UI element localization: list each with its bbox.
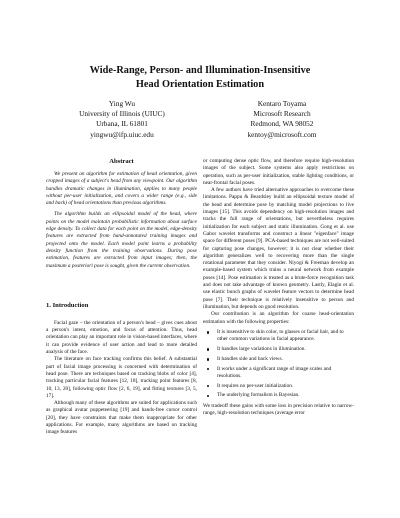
author-affiliation: University of Illinois (UIUC) bbox=[79, 109, 165, 119]
list-item: It handles large variations in illumination. bbox=[213, 346, 354, 353]
list-item: It requires no per-user initialization. bbox=[213, 383, 354, 390]
author-block-2 bbox=[202, 99, 362, 140]
author-affiliation: Microsoft Research bbox=[253, 109, 311, 119]
right-column bbox=[203, 158, 354, 417]
list-item: It handles side and back views. bbox=[213, 356, 354, 363]
author-address: Urbana, IL 61801 bbox=[96, 119, 148, 129]
body-paragraph: We tradeoff these gains with some loss in precision relative to narrow-range, high-resolution techniques (average error bbox=[203, 402, 354, 416]
abstract-paragraph: The algorithm builds an ellipsoidal model of the head, where points on the model maintain probabilistic information about surface edge density. To collect data for each point on the model, edge-density features are extracted from hand-annotated training images and projected onto the model. Each model point learns a probability density function from the training observations. During pose estimation, features are extracted from input images; then, the maximum a posteriori pose is sought, given the current observation. bbox=[46, 211, 197, 269]
list-item: It works under a significant range of image scales and resolutions. bbox=[213, 366, 354, 381]
author-email: yingwu@ifp.uiuc.edu bbox=[90, 129, 154, 139]
body-paragraph: A few authors have tried alternative approaches to overcome these limitations. Pappu & Beardsley build an ellipsoidal texture model of the head and determine pose by matching model projections to live images [15]. This avoids dependency on high-resolution images and tracks the full range of orientations, but nevertheless requires initialization for each subject and static illumination. Gong et al. use Gabor wavelet transforms and construct a linear "eigenface" image space for different poses [9]. PCA-based techniques are not well-suited for capturing pose changes, however; it is not clear whether their algorithm generalizes well to recovering more than the single rotational parameter that they consider. Niyogi & Freeman develop an example-based system which trains a neural network from example poses [14]. Pose estimation is treated as a brute-force recognition task and does not take advantage of known geometry. Lastly, Elagin et al. use elastic bunch graphs of wavelet feature vectors to determine head pose [7]. Their technique is relatively insensitive to person and illumination, but depends on good resolution. bbox=[203, 187, 354, 310]
body-paragraph: or computing dense optic flow, and therefore require high-resolution images of the subject. Some systems also apply restrictions on operation, such as per-user initialization, stable lighting conditions, or near-frontal facial poses. bbox=[203, 158, 354, 186]
body-paragraph: The literature on face tracking confirms this belief. A substantial part of facial image processing is concerned with determination of head pose. There are techniques based on tracking blobs of color [4], tracking particular facial features [12, 18], tracking point features [8, 10, 13, 20], following optic flow [2, 6, 19], and fitting textures [3, 5, 17]. bbox=[46, 356, 197, 399]
author-block-1 bbox=[42, 99, 202, 140]
body-paragraph: Our contribution is an algorithm for coarse head-orientation estimation with the following properties: bbox=[203, 311, 354, 325]
author-address: Redmond, WA 98052 bbox=[250, 119, 314, 129]
abstract-paragraph: We present an algorithm for estimation of head orientation, given cropped images of a subject's head from any viewpoint. Our algorithm handles dramatic changes in illumination, applies to many people without per-user initialization, and covers a wider range (e.g., side and back) of head orientations than previous algorithms. bbox=[46, 171, 197, 207]
title-line-2: Head Orientation Estimation bbox=[135, 79, 265, 90]
author-name: Kentaro Toyama bbox=[257, 99, 307, 108]
list-item: It is insensitive to skin color, to glasses or facial hair, and to other common variations in facial appearance. bbox=[213, 329, 354, 344]
body-paragraph: Although many of these algorithms are suited for applications such as graphical avatar puppeteering [19] and hands-free cursor control [20], they have constraints that make them inappropriate for other applications. For example, many algorithms are based on tracking image features bbox=[46, 400, 197, 436]
properties-list bbox=[203, 329, 354, 400]
author-email: kentoy@microsoft.com bbox=[247, 129, 317, 139]
list-item: The underlying formalism is Bayesian. bbox=[213, 392, 354, 399]
abstract bbox=[46, 171, 197, 270]
section-heading-introduction: 1. Introduction bbox=[46, 301, 89, 309]
author-name: Ying Wu bbox=[108, 99, 136, 108]
left-column bbox=[46, 158, 197, 437]
paper-title bbox=[0, 64, 400, 92]
body-paragraph: Facial gaze – the orientation of a person's head – gives cues about a person's intent, emotion, and focus of attention. Thus, head orientation can play an important role in vision-based interfaces, where it can provide evidence of user action and lead to more detailed analysis of the face. bbox=[46, 319, 197, 356]
abstract-heading: Abstract bbox=[109, 158, 134, 165]
title-line-1: Wide-Range, Person- and Illumination-Insensitive bbox=[89, 65, 311, 76]
